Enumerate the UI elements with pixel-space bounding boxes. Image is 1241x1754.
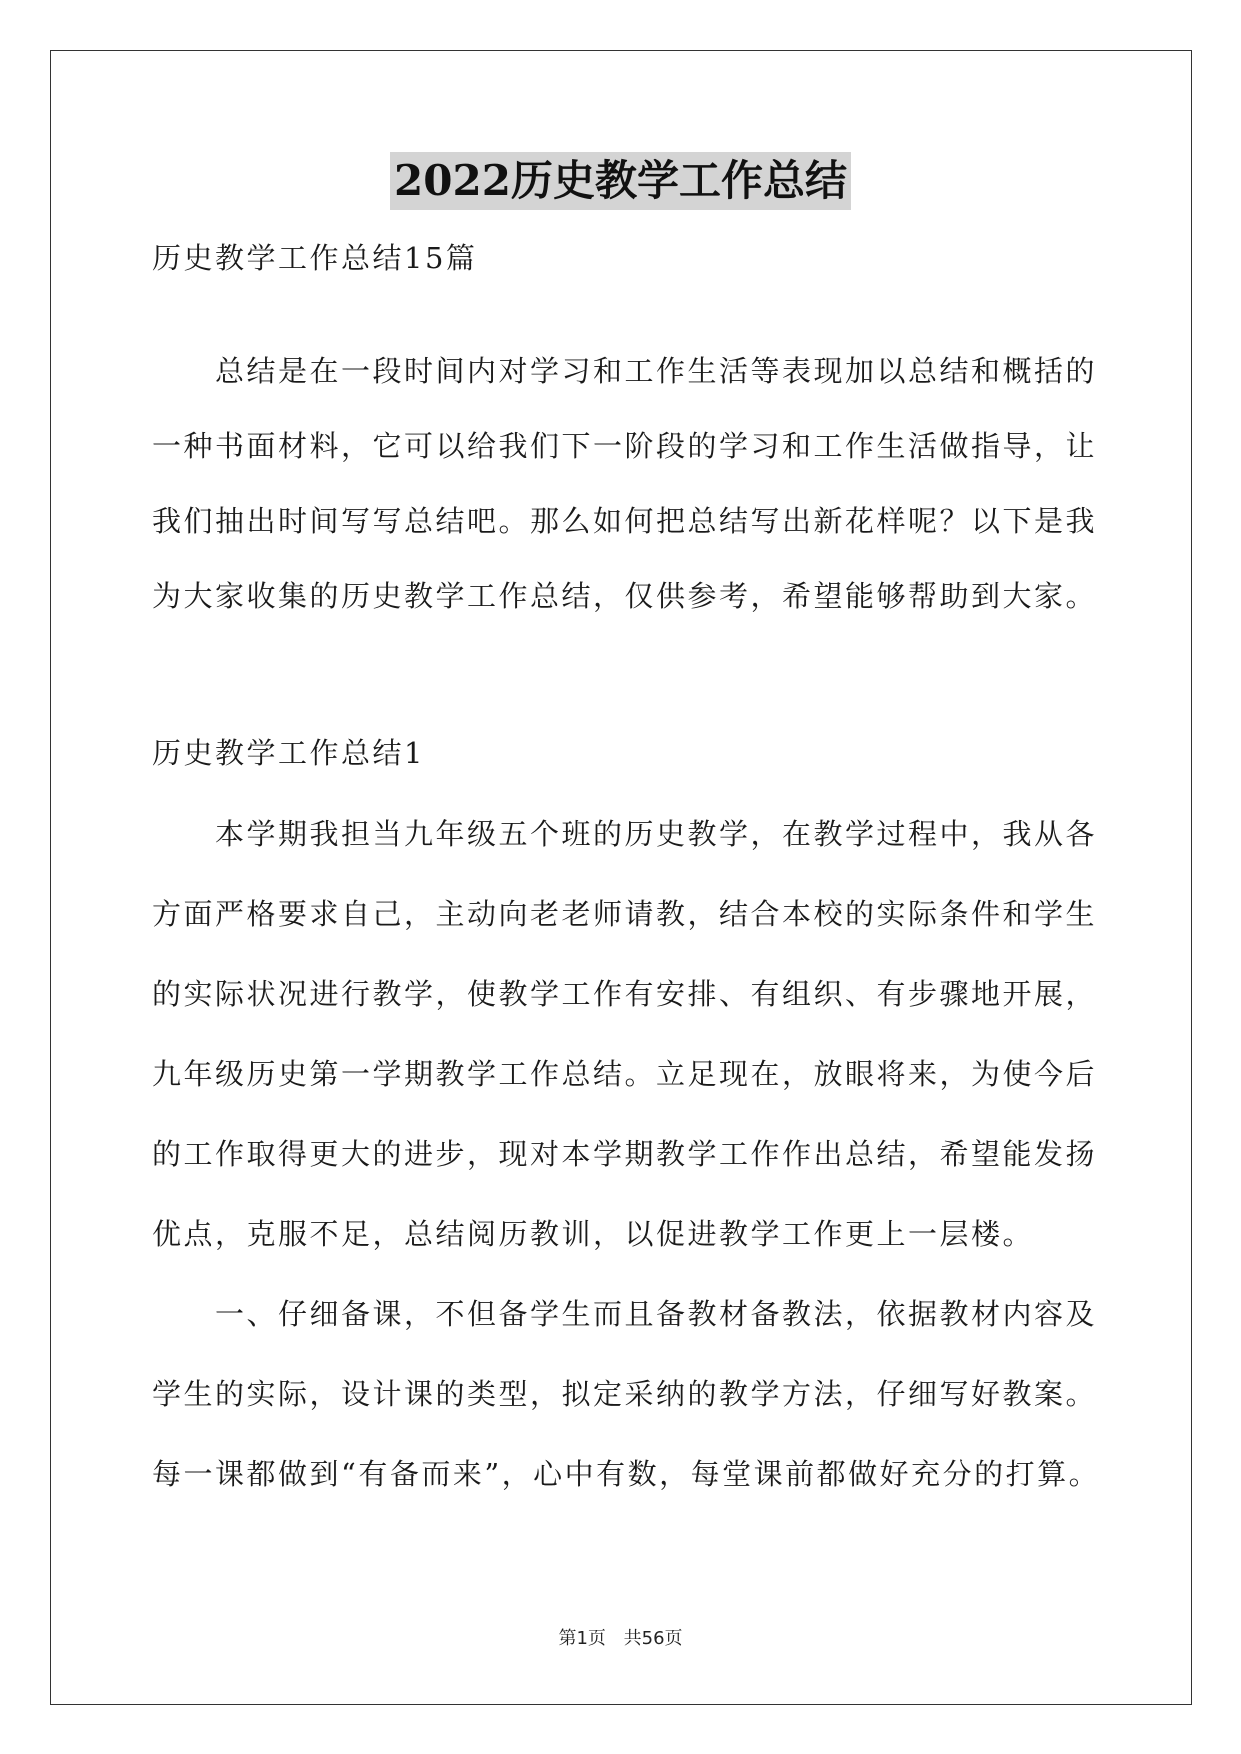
section-line-3: 的实际状况进行教学，使教学工作有安排、有组织、有步骤地开展， — [152, 977, 1098, 1011]
intro-line-1: 总结是在一段时间内对学习和工作生活等表现加以总结和概括的 — [152, 354, 1098, 388]
title-container — [0, 152, 1241, 210]
section-line-7: 一、仔细备课，不但备学生而且备教材备教法，依据教材内容及 — [152, 1297, 1098, 1331]
page-footer — [0, 1627, 1241, 1651]
section-line-5: 的工作取得更大的进步，现对本学期教学工作作出总结，希望能发扬 — [152, 1137, 1098, 1171]
section-line-9: 每一课都做到“有备而来”，心中有数，每堂课前都做好充分的打算。 — [152, 1457, 1101, 1491]
page-number-total: 共56页 — [623, 1628, 683, 1649]
document-title: 2022历史教学工作总结 — [390, 152, 851, 210]
document-subtitle: 历史教学工作总结15篇 — [152, 241, 478, 275]
section-line-6: 优点，克服不足，总结阅历教训，以促进教学工作更上一层楼。 — [152, 1217, 1035, 1251]
section-heading: 历史教学工作总结1 — [152, 736, 425, 770]
section-line-2: 方面严格要求自己，主动向老老师请教，结合本校的实际条件和学生 — [152, 897, 1098, 931]
section-line-8: 学生的实际，设计课的类型，拟定采纳的教学方法，仔细写好教案。 — [152, 1377, 1098, 1411]
section-line-1: 本学期我担当九年级五个班的历史教学，在教学过程中，我从各 — [152, 817, 1098, 851]
section-line-4: 九年级历史第一学期教学工作总结。立足现在，放眼将来，为使今后 — [152, 1057, 1098, 1091]
intro-line-2: 一种书面材料，它可以给我们下一阶段的学习和工作生活做指导，让 — [152, 429, 1098, 463]
page-number-current: 第1页 — [558, 1628, 606, 1649]
intro-line-4: 为大家收集的历史教学工作总结，仅供参考，希望能够帮助到大家。 — [152, 579, 1098, 613]
intro-line-3: 我们抽出时间写写总结吧。那么如何把总结写出新花样呢？以下是我 — [152, 504, 1098, 538]
